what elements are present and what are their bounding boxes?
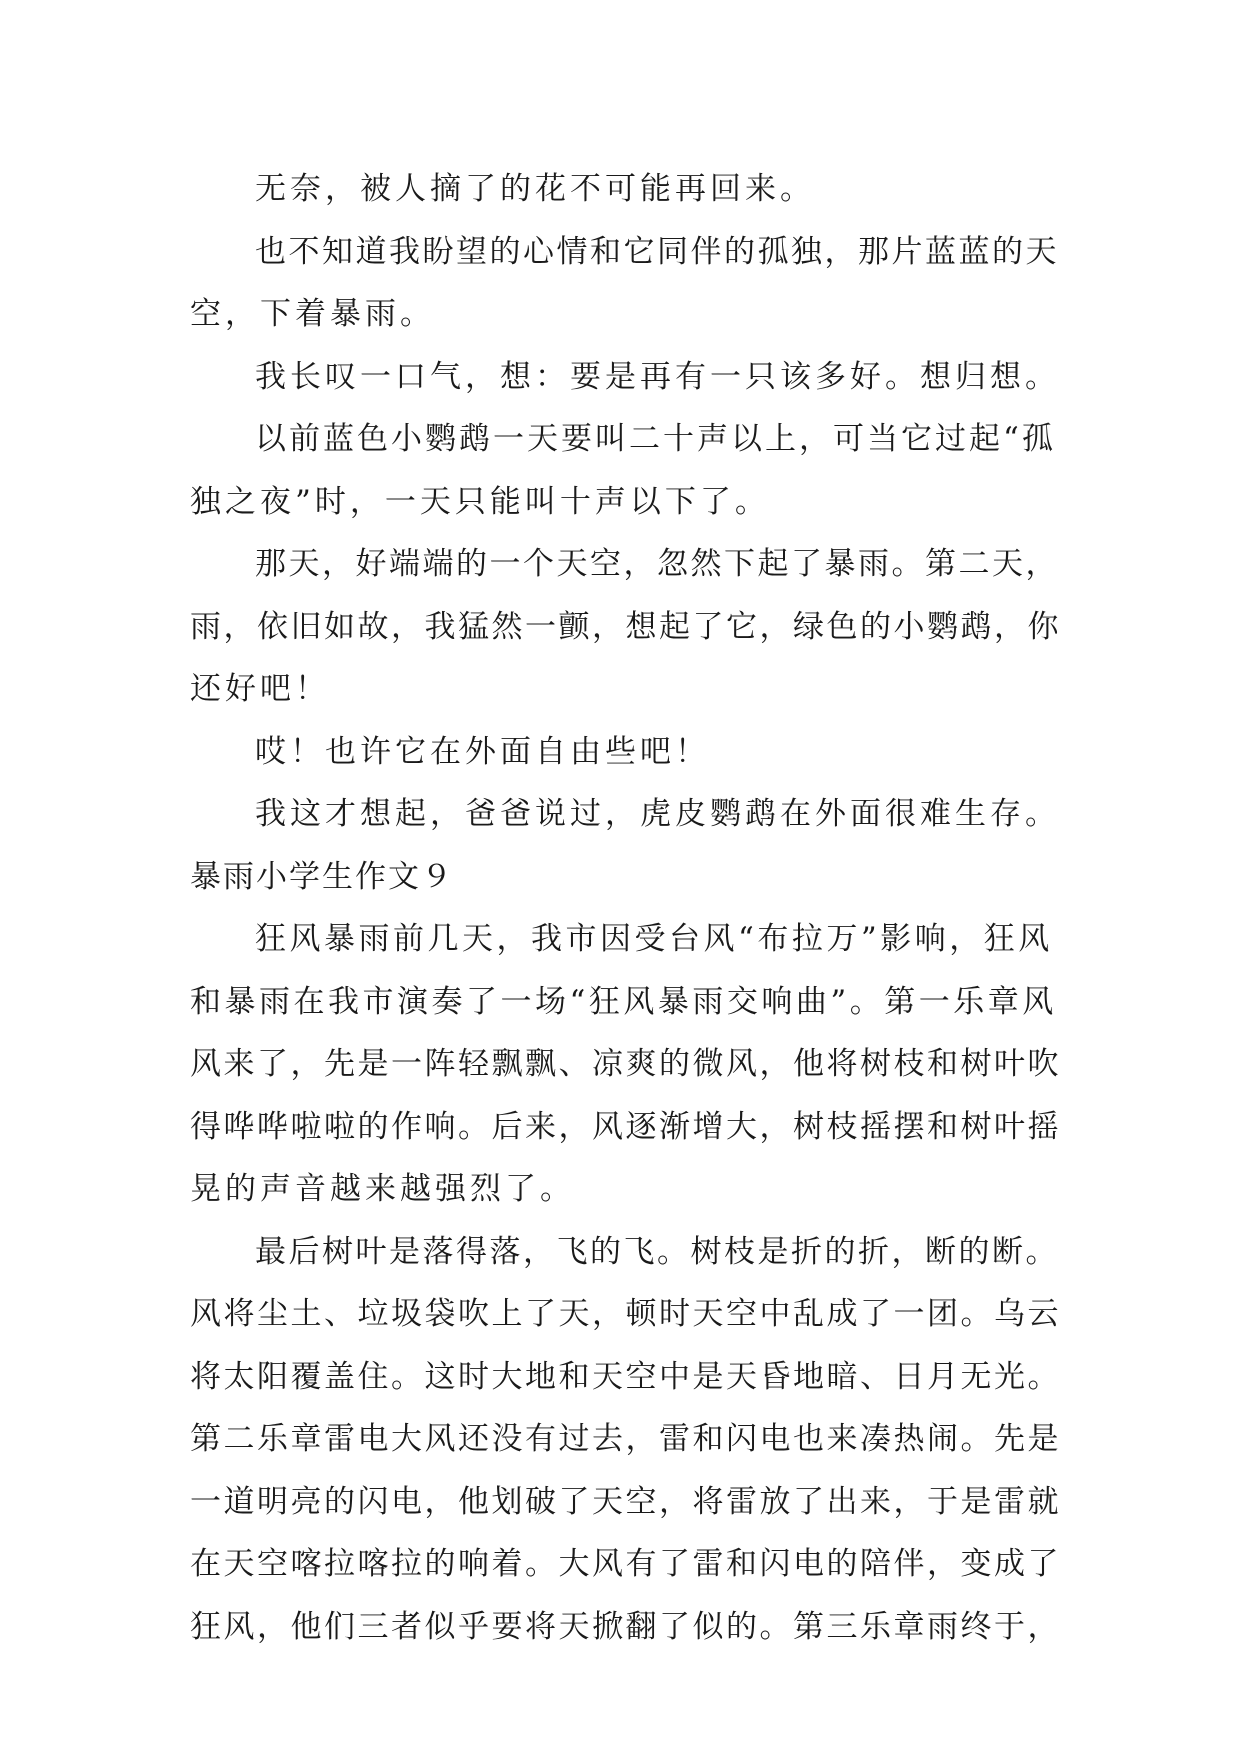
text-line: 和暴雨在我市演奏了一场“狂风暴雨交响曲”。第一乐章风 [190,983,1057,1020]
text-line: 还好吧！ [190,671,330,707]
section-heading: 暴雨小学生作文９ [190,858,454,895]
text-line: 狂风，他们三者似乎要将天掀翻了似的。第三乐章雨终于， [190,1608,1061,1645]
document-page [190,158,1062,1658]
text-line: 雨，依旧如故，我猛然一颤，想起了它，绿色的小鹦鹉，你 [190,608,1061,645]
text-line: 狂风暴雨前几天，我市因受台风“布拉万”影响，狂风 [255,921,1053,957]
text-line: 我长叹一口气，想：要是再有一只该多好。想归想。 [255,358,1060,395]
text-line: 风来了，先是一阵轻飘飘、凉爽的微风，他将树枝和树叶吹 [190,1046,1061,1082]
text-line: 空，下着暴雨。 [190,296,435,332]
text-line: 无奈，被人摘了的花不可能再回来。 [255,171,815,207]
text-line: 以前蓝色小鹦鹉一天要叫二十声以上，可当它过起“孤 [255,421,1056,457]
text-line: 最后树叶是落得落，飞的飞。树枝是折的折，断的断。 [255,1233,1059,1270]
text-line: 将太阳覆盖住。这时大地和天空中是天昏地暗、日月无光。 [190,1358,1061,1395]
text-line: 风将尘土、垃圾袋吹上了天，顿时天空中乱成了一团。乌云 [190,1296,1061,1332]
text-line: 晃的声音越来越强烈了。 [190,1171,575,1207]
text-line: 我这才想起，爸爸说过，虎皮鹦鹉在外面很难生存。 [255,796,1060,832]
text-line: 那天，好端端的一个天空，忽然下起了暴雨。第二天， [255,546,1059,582]
text-line: 哎！也许它在外面自由些吧！ [255,733,710,770]
text-line: 第二乐章雷电大风还没有过去，雷和闪电也来凑热闹。先是 [190,1421,1061,1457]
text-line: 独之夜”时，一天只能叫十声以下了。 [190,483,770,520]
text-line: 得哗哗啦啦的作响。后来，风逐渐增大，树枝摇摆和树叶摇 [190,1108,1061,1145]
text-line: 也不知道我盼望的心情和它同伴的孤独，那片蓝蓝的天 [255,233,1059,270]
text-line: 在天空喀拉喀拉的响着。大风有了雷和闪电的陪伴，变成了 [190,1546,1061,1582]
text-line: 一道明亮的闪电，他划破了天空，将雷放了出来，于是雷就 [190,1483,1061,1520]
